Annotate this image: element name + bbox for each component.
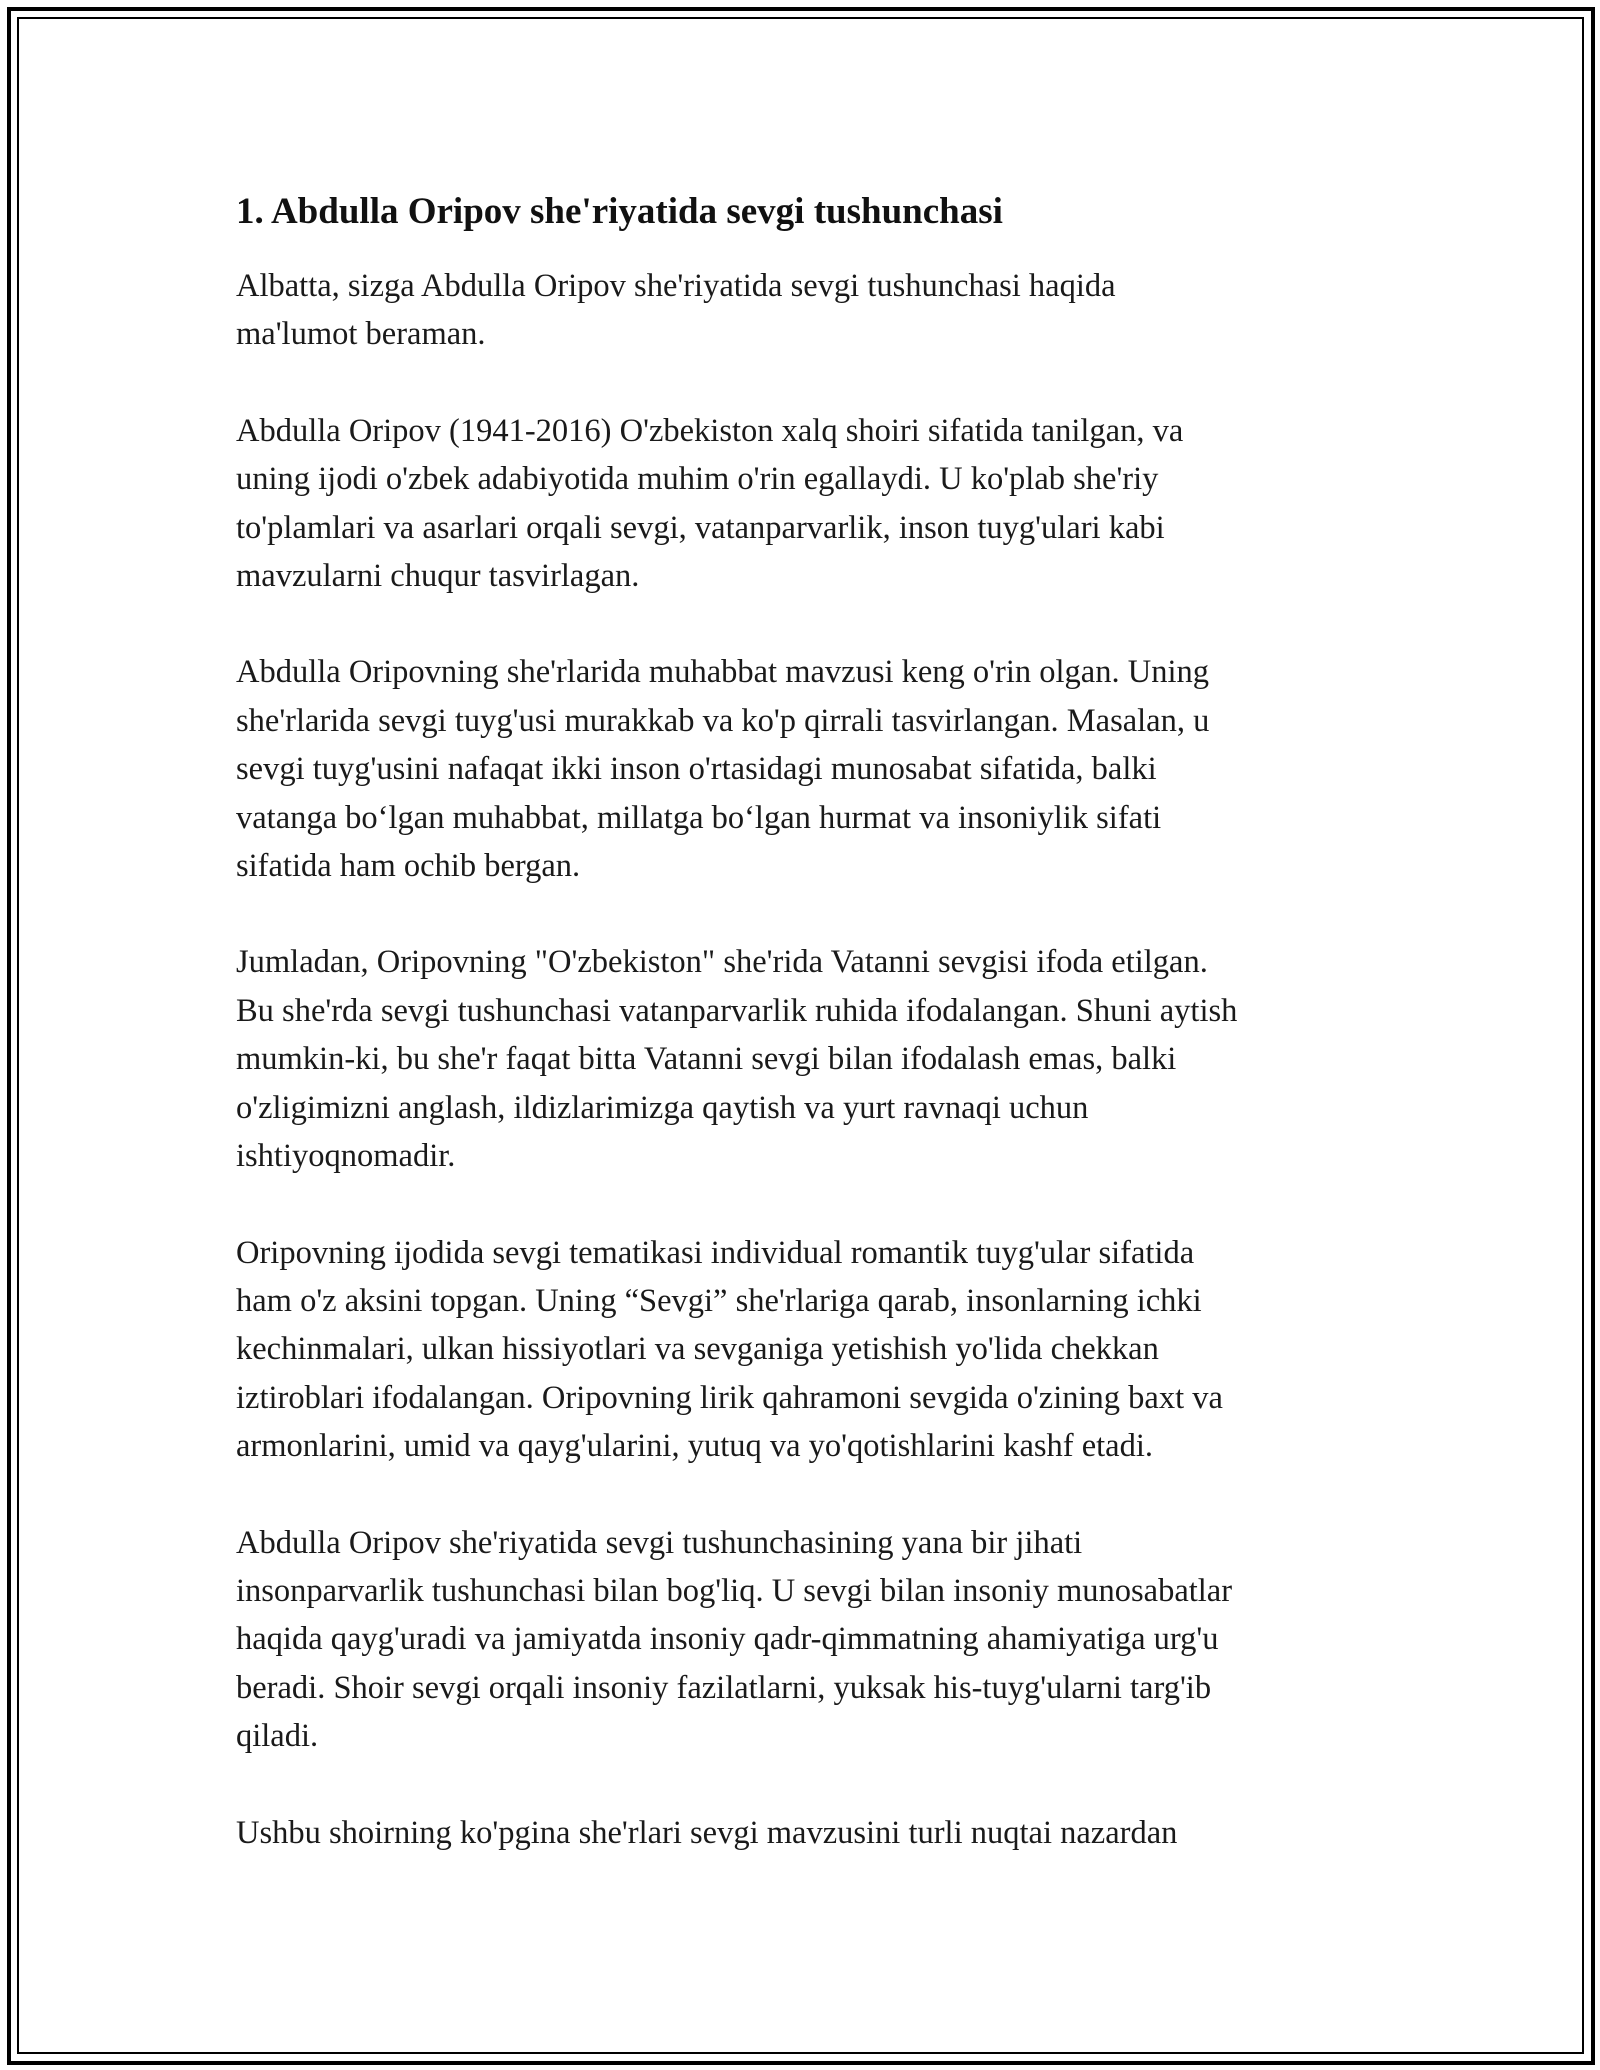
text-line: armonlarini, umid va qayg'ularini, yutuq va yo'qotishlarini kashf etadi. (236, 1428, 1153, 1465)
text-line: Abdulla Oripov she'riyatida sevgi tushunchasining yana bir jihati (236, 1524, 1083, 1561)
text-line: iztiroblari ifodalangan. Oripovning lirik qahramoni sevgida o'zining baxt va (236, 1379, 1223, 1416)
text-line: Ushbu shoirning ko'pgina she'rlari sevgi mavzusini turli nuqtai nazardan (236, 1814, 1178, 1851)
text-line: ma'lumot beraman. (236, 316, 486, 353)
text-line: to'plamlari va asarlari orqali sevgi, vatanparvarlik, inson tuyg'ulari kabi (236, 509, 1165, 546)
text-line: Bu she'rda sevgi tushunchasi vatanparvarlik ruhida ifodalangan. Shuni aytish (236, 992, 1238, 1029)
text-line: kechinmalari, ulkan hissiyotlari va sevganiga yetishish yo'lida chekkan (236, 1331, 1159, 1368)
text-line: Jumladan, Oripovning "O'zbekiston" she'rida Vatanni sevgisi ifoda etilgan. (236, 944, 1208, 981)
text-line: Abdulla Oripov (1941-2016) O'zbekiston xalq shoiri sifatida tanilgan, va (236, 412, 1184, 449)
text-line: uning ijodi o'zbek adabiyotida muhim o'rin egallaydi. U ko'plab she'riy (236, 461, 1159, 498)
text-line: ishtiyoqnomadir. (236, 1138, 456, 1175)
text-line: o'zligimizni anglash, ildizlarimizga qaytish va yurt ravnaqi uchun (236, 1089, 1089, 1126)
text-line: ham o'z aksini topgan. Uning “Sevgi” she'rlariga qarab, insonlarning ichki (236, 1282, 1202, 1319)
text-line: sevgi tuyg'usini nafaqat ikki inson o'rtasidagi munosabat sifatida, balki (236, 751, 1157, 788)
paragraph-list (236, 262, 1376, 1857)
paragraph (236, 648, 1376, 890)
text-line: mumkin-ki, bu she'r faqat bitta Vatanni sevgi bilan ifodalash emas, balki (236, 1041, 1177, 1078)
paragraph (236, 262, 1376, 359)
paragraph (236, 938, 1376, 1180)
text-line: beradi. Shoir sevgi orqali insoniy fazilatlarni, yuksak his-tuyg'ularni targ'ib (236, 1669, 1212, 1706)
text-line: insonparvarlik tushunchasi bilan bog'liq. U sevgi bilan insoniy munosabatlar (236, 1572, 1233, 1609)
document-body (236, 188, 1376, 1905)
paragraph (236, 1809, 1376, 1857)
text-line: vatanga bo‘lgan muhabbat, millatga bo‘lgan hurmat va insoniylik sifati (236, 799, 1162, 836)
paragraph (236, 407, 1376, 601)
text-line: Abdulla Oripovning she'rlarida muhabbat mavzusi keng o'rin olgan. Uning (236, 654, 1209, 691)
paragraph (236, 1229, 1376, 1471)
text-line: sifatida ham ochib bergan. (236, 848, 581, 885)
paragraph (236, 1519, 1376, 1761)
text-line: Oripovning ijodida sevgi tematikasi individual romantik tuyg'ular sifatida (236, 1234, 1195, 1271)
text-line: haqida qayg'uradi va jamiyatda insoniy qadr-qimmatning ahamiyatiga urg'u (236, 1621, 1219, 1658)
text-line: qiladi. (236, 1718, 319, 1755)
text-line: mavzularni chuqur tasvirlagan. (236, 558, 640, 595)
section-heading: 1. Abdulla Oripov she'riyatida sevgi tushunchasi (236, 191, 1003, 232)
text-line: she'rlarida sevgi tuyg'usi murakkab va ko'p qirrali tasvirlangan. Masalan, u (236, 702, 1210, 739)
text-line: Albatta, sizga Abdulla Oripov she'riyatida sevgi tushunchasi haqida (236, 268, 1116, 304)
